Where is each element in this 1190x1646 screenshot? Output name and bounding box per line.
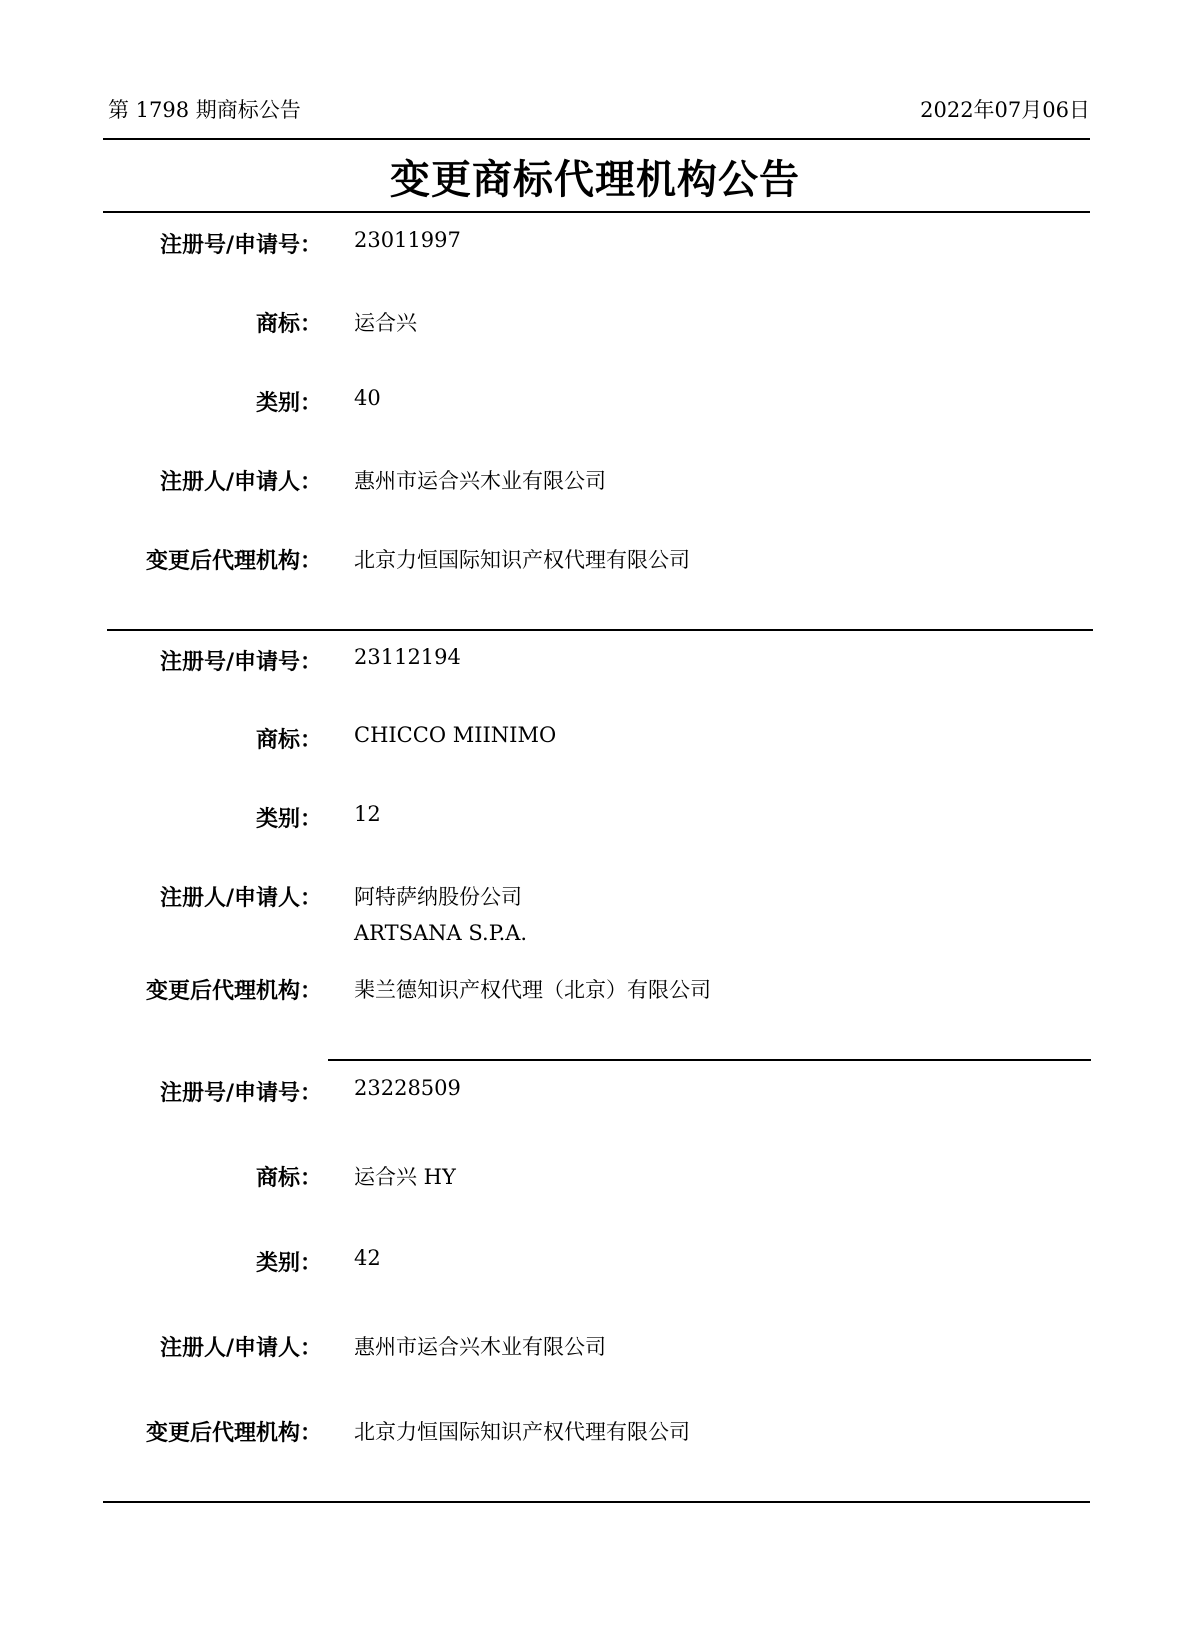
applicant-label: 注册人/申请人： [159,886,322,911]
applicant-label: 注册人/申请人： [159,1336,322,1361]
header-rule [103,138,1090,140]
agency-value: 棐兰德知识产权代理（北京）有限公司 [354,978,711,1002]
class-value: 12 [354,802,381,826]
reg-no-label: 注册号/申请号： [159,650,322,675]
class-value: 42 [354,1246,381,1270]
reg-no-value: 23112194 [354,645,461,669]
agency-label: 变更后代理机构： [145,979,322,1004]
agency-value: 北京力恒国际知识产权代理有限公司 [354,1420,690,1444]
reg-no-value: 23011997 [354,228,461,252]
publication-date: 2022年07月06日 [920,98,1090,122]
applicant-label: 注册人/申请人： [159,470,322,495]
class-value: 40 [354,386,381,410]
entry-divider [328,1059,1091,1061]
applicant-value: 惠州市运合兴木业有限公司 [354,469,606,493]
class-label: 类别： [255,1251,322,1276]
agency-value: 北京力恒国际知识产权代理有限公司 [354,548,690,572]
trademark-value: 运合兴 [354,311,417,335]
reg-no-label: 注册号/申请号： [159,1081,322,1106]
applicant-value: 惠州市运合兴木业有限公司 [354,1335,606,1359]
class-label: 类别： [255,807,322,832]
trademark-label: 商标： [255,728,322,753]
class-label: 类别： [255,391,322,416]
agency-label: 变更后代理机构： [145,1421,322,1446]
trademark-value: 运合兴 HY [354,1165,456,1189]
reg-no-label: 注册号/申请号： [159,233,322,258]
reg-no-value: 23228509 [354,1076,461,1100]
agency-label: 变更后代理机构： [145,549,322,574]
applicant-value: 阿特萨纳股份公司 [354,885,522,909]
footer-rule [103,1501,1090,1503]
issue-number: 第 1798 期商标公告 [108,98,301,122]
applicant-en-value: ARTSANA S.P.A. [354,921,528,945]
page-title: 变更商标代理机构公告 [390,157,800,203]
trademark-label: 商标： [255,1166,322,1191]
title-rule [103,211,1090,213]
entry-divider [107,629,1093,631]
trademark-value: CHICCO MIINIMO [354,723,557,747]
trademark-label: 商标： [255,312,322,337]
